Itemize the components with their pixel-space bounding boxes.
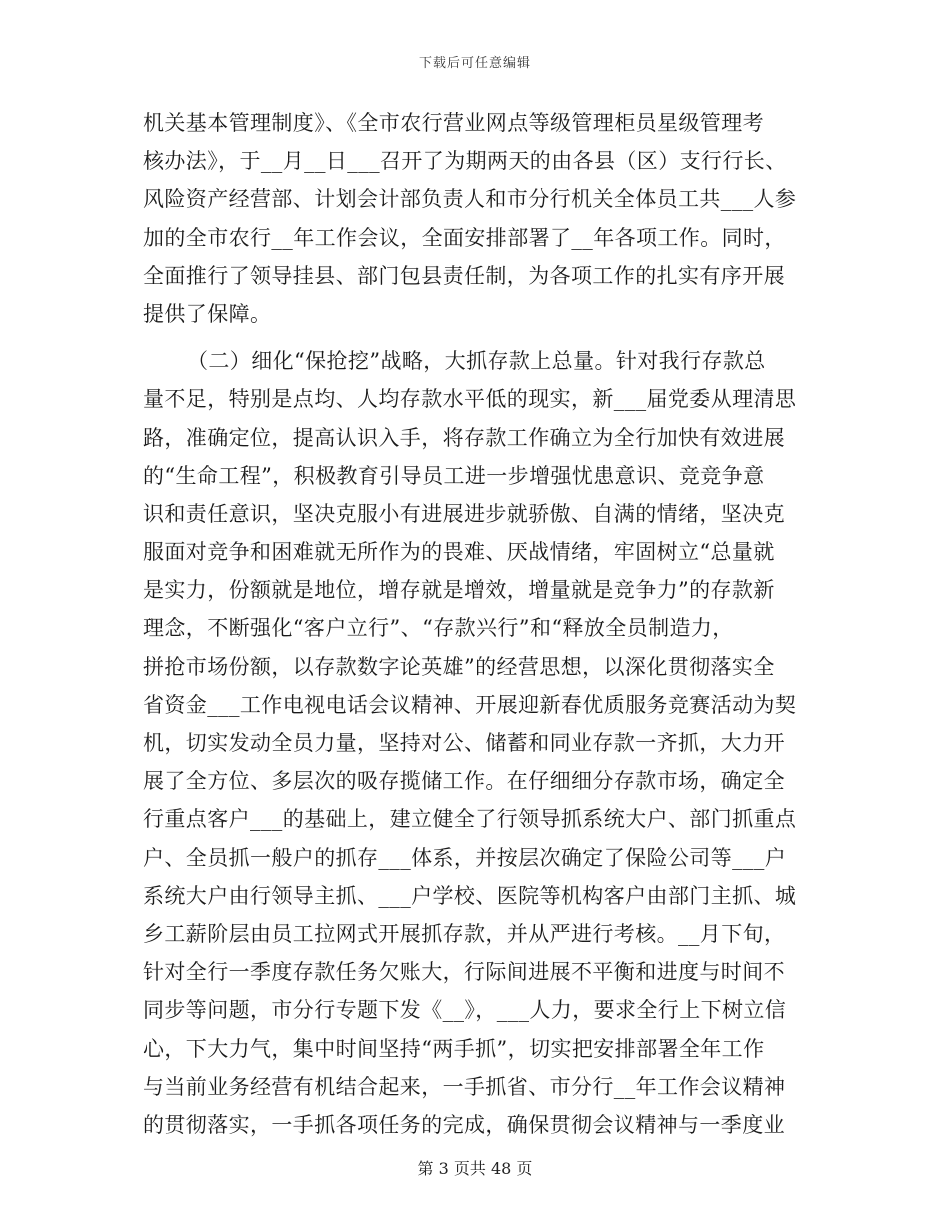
text-line: 同步等问题，市分行专题下发《__》，___人力，要求全行上下树立信 <box>143 998 787 1023</box>
text-line: 全面推行了领导挂县、部门包县责任制，为各项工作的扎实有序开展 <box>143 263 785 288</box>
text-line: 针对全行一季度存款任务欠账大，行际间进展不平衡和进度与时间不 <box>143 960 785 985</box>
text-line: 行重点客户___的基础上，建立健全了行领导抓系统大户、部门抓重点 <box>143 807 797 832</box>
text-line: 系统大户由行领导主抓、___户学校、医院等机构客户由部门主抓、城 <box>143 883 797 908</box>
text-line: 理念，不断强化“客户立行”、“存款兴行”和“释放全员制造力， <box>143 616 734 641</box>
text-line: 乡工薪阶层由员工拉网式开展抓存款，并从严进行考核。__月下旬， <box>143 921 786 946</box>
paragraph-1 <box>143 104 803 333</box>
text-line: 机关基本管理制度》、《全市农行营业网点等级管理柜员星级管理考 <box>143 111 764 135</box>
text-line: 核办法》，于__月__日___召开了为期两天的由各县（区）支行行长、 <box>143 149 787 174</box>
text-line: 与当前业务经营有机结合起来，一手抓省、市分行__年工作会议精神 <box>143 1074 786 1099</box>
text-line: 的“生命工程”，积极教育引导员工进一步增强忧患意识、竞竞争意 <box>143 463 765 488</box>
text-line: 心，下大力气，集中时间坚持“两手抓”，切实把安排部署全年工作 <box>143 1036 765 1061</box>
page-header: 下载后可任意编辑 <box>418 56 531 71</box>
text-line: 户、全员抓一般户的抓存___体系，并按层次确定了保险公司等___户 <box>143 845 787 870</box>
text-line: 提供了保障。 <box>143 301 272 326</box>
text-line: 省资金___工作电视电话会议精神、开展迎新春优质服务竞赛活动为契 <box>143 692 797 717</box>
text-line: （二）细化“保抢挖”战略，大抓存款上总量。针对我行存款总 <box>187 349 766 374</box>
text-line: 服面对竞争和困难就无所作为的畏难、厌战情绪，牢固树立“总量就 <box>143 540 775 565</box>
text-line: 拼抢市场份额，以存款数字论英雄”的经营思想，以深化贯彻落实全 <box>143 654 775 679</box>
text-line: 风险资产经营部、计划会计部负责人和市分行机关全体员工共___人参 <box>143 187 797 212</box>
text-line: 的贯彻落实，一手抓各项任务的完成，确保贯彻会议精神与一季度业 <box>143 1112 785 1137</box>
text-line: 识和责任意识，坚决克服小有进展进步就骄傲、自满的情绪，坚决克 <box>143 501 785 526</box>
document-body <box>143 104 803 1144</box>
text-line: 量不足，特别是点均、人均存款水平低的现实，新___届党委从理清思 <box>143 387 797 412</box>
paragraph-gap <box>143 333 803 342</box>
paragraph-2 <box>143 342 803 1144</box>
text-line: 机，切实发动全员力量，坚持对公、储蓄和同业存款一齐抓，大力开 <box>143 731 785 755</box>
text-line: 是实力，份额就是地位，增存就是增效，增量就是竞争力”的存款新 <box>143 578 775 603</box>
text-line: 路，准确定位，提高认识入手，将存款工作确立为全行加快有效进展 <box>143 425 785 450</box>
text-line: 展了全方位、多层次的吸存揽储工作。在仔细细分存款市场，确定全 <box>143 769 785 794</box>
page-footer: 第 3 页共 48 页 <box>417 1159 533 1178</box>
text-line: 加的全市农行__年工作会议，全面安排部署了__年各项工作。同时， <box>143 225 786 250</box>
